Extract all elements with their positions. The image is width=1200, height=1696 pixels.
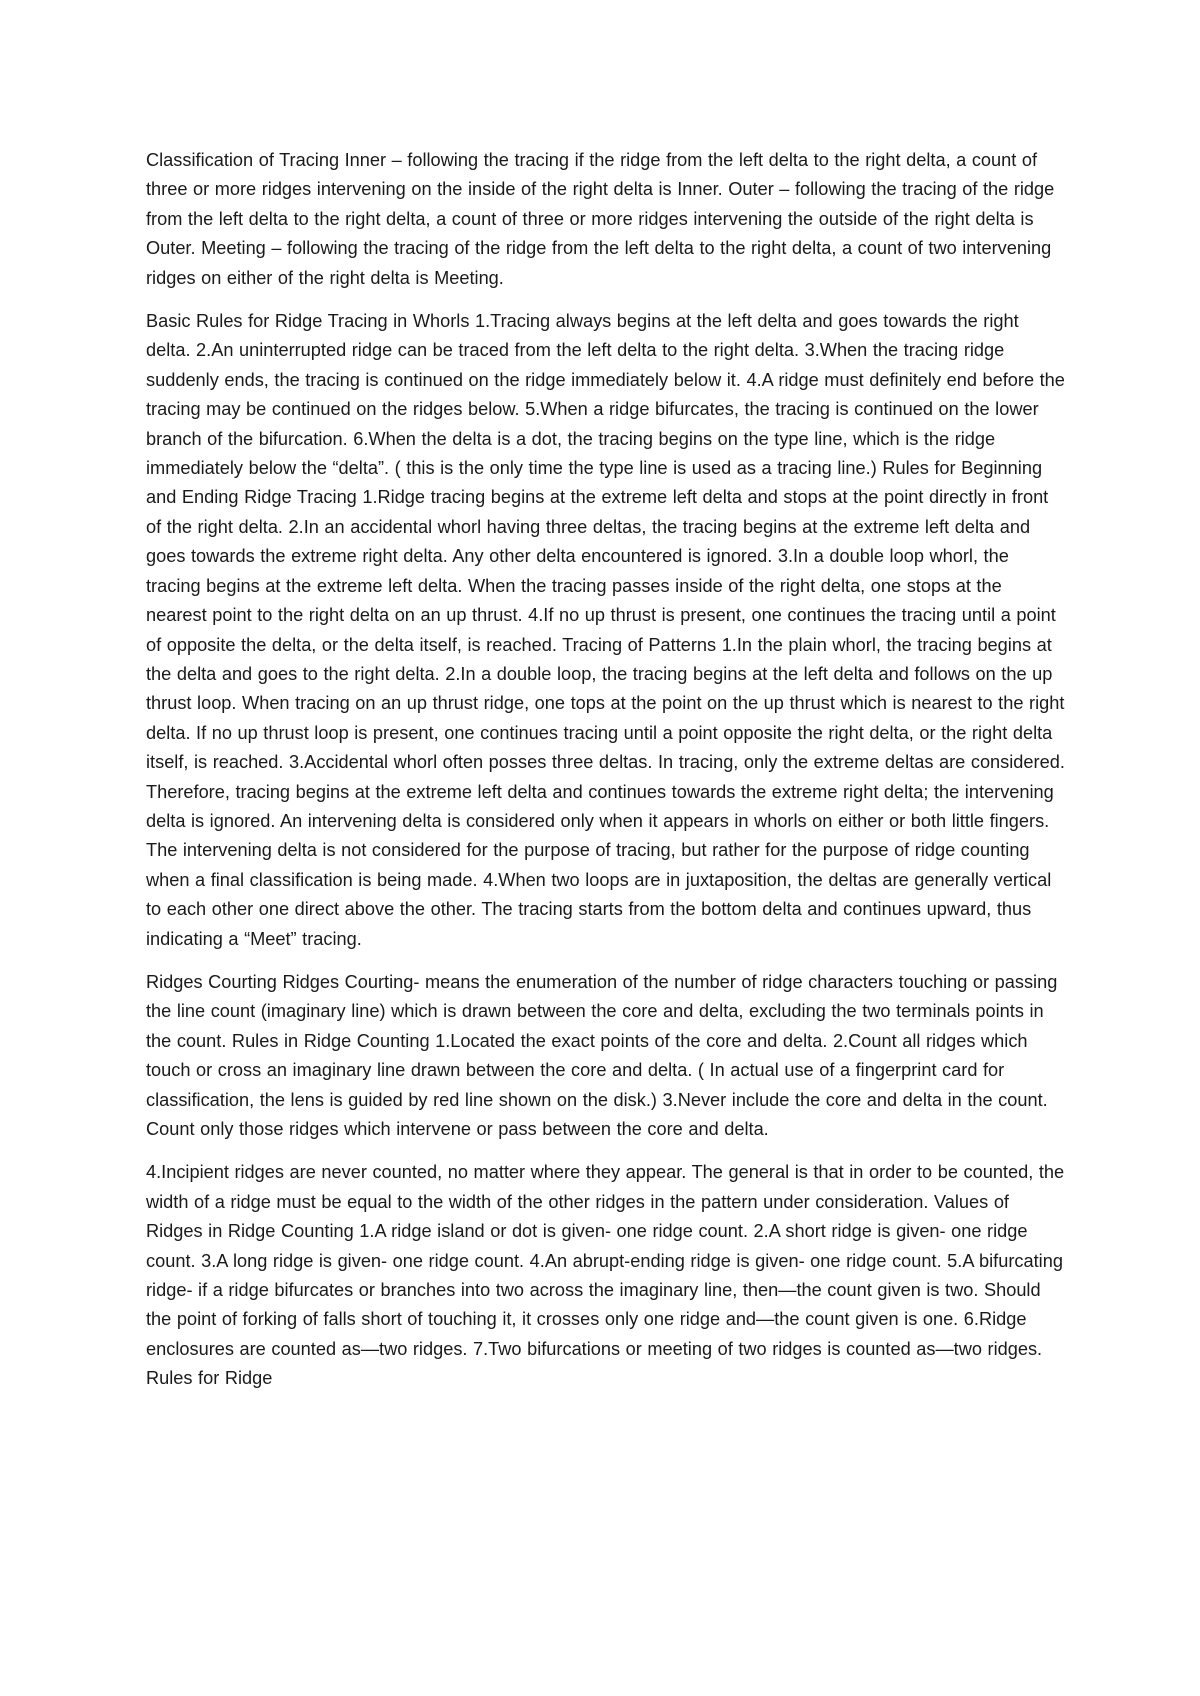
paragraph-ridge-values: 4.Incipient ridges are never counted, no matter where they appear. The general is that in order to be counted, the width of a ridge must be equal to the width of the other ridges in the pattern under consideration. Values of Ridges in Ridge Counting 1.A ridge island or dot is given- one ridge count. 2.A short ridge is given- one ridge count. 3.A long ridge is given- one ridge count. 4.An abrupt-ending ridge is given- one ridge count. 5.A bifurcating ridge- if a ridge bifurcates or branches into two across the imaginary line, then—the count given is two. Should the point of forking of falls short of touching it, it crosses only one ridge and—the count given is one. 6.Ridge enclosures are counted as—two ridges. 7.Two bifurcations or meeting of two ridges is counted as—two ridges. Rules for Ridge bbox=[146, 1162, 1065, 1389]
paragraph-ridge-counting-rules: Ridges Courting Ridges Courting- means the enumeration of the number of ridge characters touching or passing the line count (imaginary line) which is drawn between the core and delta, excluding the two terminals points in the count. Rules in Ridge Counting 1.Located the exact points of the core and delta. 2.Count all ridges which touch or cross an imaginary line drawn between the core and delta. ( In actual use of a fingerprint card for classification, the lens is guided by red line shown on the disk.) 3.Never include the core and delta in the count. Count only those ridges which intervene or pass between the core and delta. bbox=[146, 971, 1058, 1139]
paragraph-classification-of-tracing: Classification of Tracing Inner – following the tracing if the ridge from the left delta to the right delta, a count of three or more ridges intervening on the inside of the right delta is Inner. Outer – following the tracing of the ridge from the left delta to the right delta, a count of three or more ridges intervening the outside of the right delta is Outer. Meeting – following the tracing of the ridge from the left delta to the right delta, a count of two intervening ridges on either of the right delta is Meeting. bbox=[146, 150, 1055, 288]
paragraph-ridge-tracing-rules: Basic Rules for Ridge Tracing in Whorls 1.Tracing always begins at the left delta and goes towards the right delta. 2.An uninterrupted ridge can be traced from the left delta to the right delta. 3.When the tracing ridge suddenly ends, the tracing is continued on the ridge immediately below it. 4.A ridge must definitely end before the tracing may be continued on the ridges below. 5.When a ridge bifurcates, the tracing is continued on the lower branch of the bifurcation. 6.When the delta is a dot, the tracing begins on the type line, which is the ridge immediately below the “delta”. ( this is the only time the type line is used as a tracing line.) Rules for Beginning and Ending Ridge Tracing 1.Ridge tracing begins at the extreme left delta and stops at the point directly in front of the right delta. 2.In an accidental whorl having three deltas, the tracing begins at the extreme left delta and goes towards the extreme right delta. Any other delta encountered is ignored. 3.In a double loop whorl, the tracing begins at the extreme left delta. When the tracing passes inside of the right delta, one stops at the nearest point to the right delta on an up thrust. 4.If no up thrust is present, one continues the tracing until a point of opposite the delta, or the delta itself, is reached. Tracing of Patterns 1.In the plain whorl, the tracing begins at the delta and goes to the right delta. 2.In a double loop, the tracing begins at the left delta and follows on the up thrust loop. When tracing on an up thrust ridge, one tops at the point on the up thrust which is nearest to the right delta. If no up thrust loop is present, one continues tracing until a point opposite the right delta, or the right delta itself, is reached. 3.Accidental whorl often posses three deltas. In tracing, only the extreme deltas are considered. Therefore, tracing begins at the extreme left delta and continues towards the extreme right delta; the intervening delta is ignored. An intervening delta is considered only when it appears in whorls on either or both little fingers. The intervening delta is not considered for the purpose of tracing, but rather for the purpose of ridge counting when a final classification is being made. 4.When two loops are in juxtaposition, the deltas are generally vertical to each other one direct above the other. The tracing starts from the bottom delta and continues upward, thus indicating a “Meet” tracing. bbox=[146, 311, 1065, 949]
document-body bbox=[146, 146, 1066, 1408]
